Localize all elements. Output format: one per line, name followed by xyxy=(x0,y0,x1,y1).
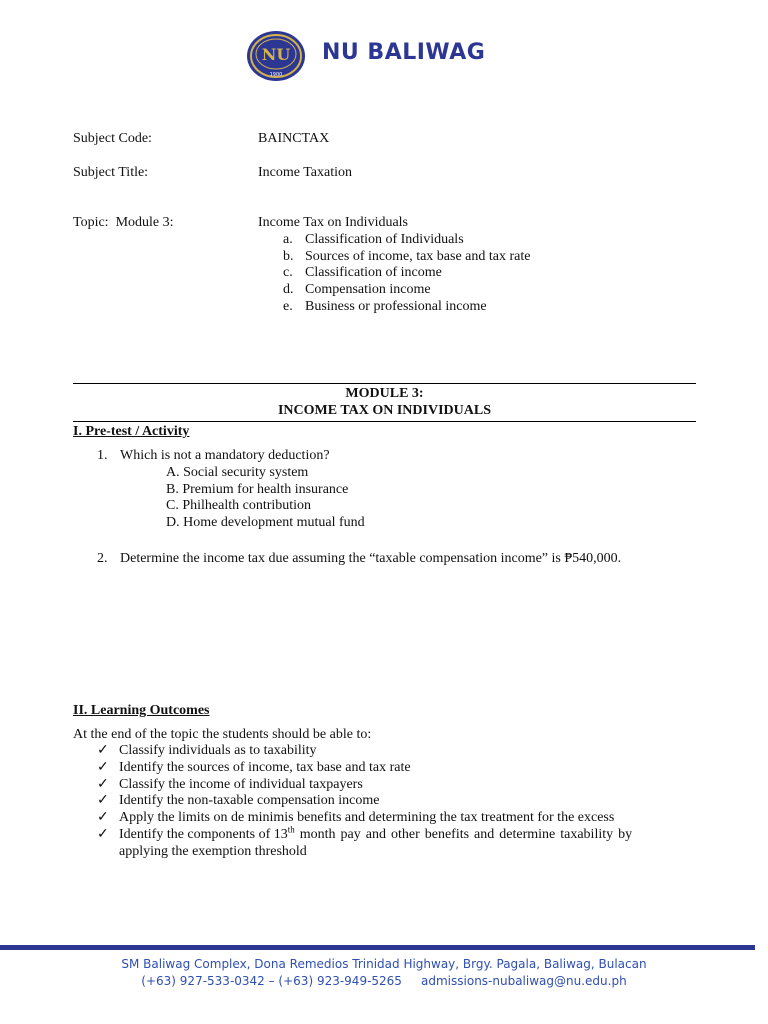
subject-title-value: Income Taxation xyxy=(258,165,353,180)
footer-bar xyxy=(0,945,755,950)
question-number: 2. xyxy=(97,551,108,566)
check-icon: ✓ xyxy=(97,760,109,775)
outcomes-heading: II. Learning Outcomes xyxy=(73,703,210,718)
answer-option: A. Social security system xyxy=(166,465,309,480)
topic-item: Sources of income, tax base and tax rate xyxy=(305,249,531,264)
topic-item-letter: a. xyxy=(283,232,293,247)
logo-monogram: NU xyxy=(261,45,291,64)
list-item xyxy=(97,777,363,793)
outcome-text: Identify the non-taxable compensation income xyxy=(119,793,380,808)
topic-item: Classification of income xyxy=(305,265,442,280)
question-number: 1. xyxy=(97,448,108,463)
list-item xyxy=(97,810,614,826)
outcomes-intro: At the end of the topic the students should be able to: xyxy=(73,727,372,742)
answer-option: D. Home development mutual fund xyxy=(166,515,365,530)
outcome-text-part2: month pay and other benefits and determine taxability by xyxy=(294,827,633,842)
list-item xyxy=(97,760,411,776)
answer-option: B. Premium for health insurance xyxy=(166,482,349,497)
check-icon: ✓ xyxy=(97,793,109,808)
heading-bottom-rule xyxy=(73,421,696,422)
topic-item: Classification of Individuals xyxy=(305,232,464,247)
check-icon: ✓ xyxy=(97,827,109,842)
module-heading-line1: MODULE 3: xyxy=(345,386,424,401)
list-item xyxy=(97,793,379,809)
outcome-text-continued: applying the exemption threshold xyxy=(119,844,307,859)
footer-address: SM Baliwag Complex, Dona Remedios Trinidad Highway, Brgy. Pagala, Baliwag, Bulacan xyxy=(121,957,647,971)
subject-code-label: Subject Code: xyxy=(73,131,152,146)
outcome-text-part1: Identify the components of 13 xyxy=(119,827,288,842)
topic-item-letter: c. xyxy=(283,265,293,280)
list-item xyxy=(97,824,633,843)
topic-label: Topic: Module 3: xyxy=(73,215,174,230)
topic-item-letter: d. xyxy=(283,282,294,297)
outcome-text: Classify the income of individual taxpayers xyxy=(119,777,363,792)
footer-contact: (+63) 927-533-0342 – (+63) 923-949-5265 admissions-nubaliwag@nu.edu.ph xyxy=(141,974,627,988)
nu-logo-shield xyxy=(246,30,306,82)
question-text: Which is not a mandatory deduction? xyxy=(120,448,330,463)
module-heading-line2: INCOME TAX ON INDIVIDUALS xyxy=(277,403,491,418)
outcome-text: Classify individuals as to taxability xyxy=(119,743,317,758)
list-item xyxy=(97,743,317,759)
topic-item: Compensation income xyxy=(305,282,431,297)
topic-value: Income Tax on Individuals xyxy=(258,215,409,230)
check-icon: ✓ xyxy=(97,743,109,758)
subject-code-value: BAINCTAX xyxy=(258,131,330,146)
topic-item: Business or professional income xyxy=(305,299,487,314)
brand-name: NU BALIWAG xyxy=(322,40,486,65)
subject-title-label: Subject Title: xyxy=(73,165,149,180)
ordinal-suffix: th xyxy=(287,824,295,835)
heading-top-rule xyxy=(73,383,696,384)
outcome-text: Identify the sources of income, tax base and tax rate xyxy=(119,760,411,775)
question-text: Determine the income tax due assuming the “taxable compensation income” is ₱540,000. xyxy=(120,551,622,566)
pretest-heading: I. Pre-test / Activity xyxy=(73,424,190,439)
topic-item-letter: e. xyxy=(283,299,293,314)
outcome-text: Apply the limits on de minimis benefits and determining the tax treatment for the excess xyxy=(119,810,615,825)
logo-year: 1900 xyxy=(269,72,283,78)
check-icon: ✓ xyxy=(97,810,109,825)
check-icon: ✓ xyxy=(97,777,109,792)
answer-option: C. Philhealth contribution xyxy=(166,498,312,513)
topic-item-letter: b. xyxy=(283,249,294,264)
